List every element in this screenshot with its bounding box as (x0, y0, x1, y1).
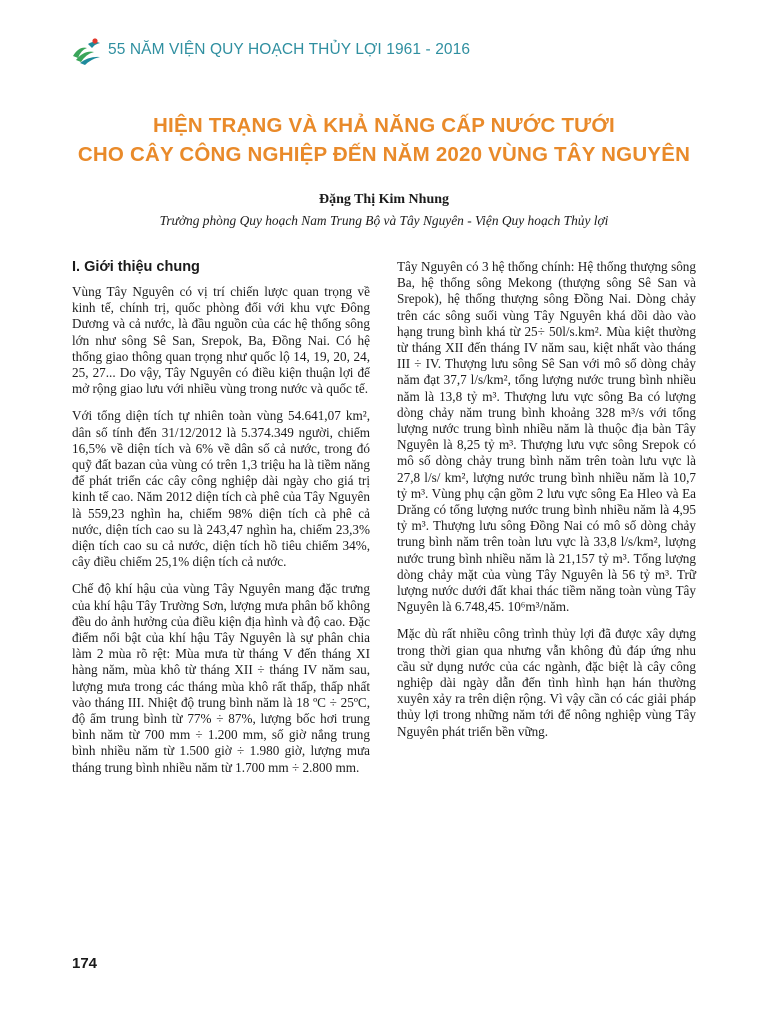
article-title-line-1: HIỆN TRẠNG VÀ KHẢ NĂNG CẤP NƯỚC TƯỚI (153, 114, 615, 137)
institute-logo-icon (70, 36, 104, 66)
right-column (397, 259, 696, 751)
body-paragraph: Với tổng diện tích tự nhiên toàn vùng 54.641,07 km², dân số tính đến 31/12/2012 là 5.374.349 người, chiếm 16,5% về diện tích và 6% về dân số cả nước, trong đó quỹ đất bazan của vùng có trên 1,3 triệu ha là tiềm năng để phát triển các cây công nghiệp dài ngày cho giá trị kinh tế cao. Năm 2012 diện tích cà phê của Tây Nguyên là 559,23 nghìn ha, chiếm 98% diện tích cà phê cả nước, diện tích cao su là 243,47 nghìn ha, chiếm 23,3% diện tích cao su cả nước, diện tích hồ tiêu chiếm 34%, cây điều chiếm 25,1% diện tích cả nước. (72, 408, 370, 570)
page-number: 174 (72, 955, 98, 972)
author-name: Đặng Thị Kim Nhung (318, 192, 450, 207)
header-text: 55 NĂM VIỆN QUY HOẠCH THỦY LỢI 1961 - 2016 (108, 41, 471, 58)
section-heading: I. Giới thiệu chung (72, 259, 200, 275)
body-paragraph: Chế độ khí hậu của vùng Tây Nguyên mang đặc trưng của khí hậu Tây Trường Sơn, lượng mưa phân bố không đều do ảnh hưởng của điều kiện địa hình và độ cao. Đặc điểm nổi bật của khí hậu Tây Nguyên là sự phân chia làm 2 mùa rõ rệt: Mùa mưa từ tháng V đến tháng XI hàng năm, mùa khô từ tháng XII ÷ tháng IV năm sau, lượng mưa trong các tháng mùa khô rất thấp, thấp nhất vào tháng III. Nhiệt độ trung bình năm là 18 ºC ÷ 25ºC, độ ẩm trung bình từ 77% ÷ 87%, lượng bốc hơi trung bình năm từ 700 mm ÷ 1.200 mm, số giờ nắng trung bình nhiều năm từ 1.500 giờ ÷ 1.980 giờ, lượng mưa tháng trung bình nhiều năm từ 1.700 mm ÷ 2.800 mm. (72, 581, 370, 775)
body-paragraph: Mặc dù rất nhiều công trình thủy lợi đã được xây dựng trong thời gian qua nhưng vẫn không đủ đáp ứng nhu cầu sử dụng nước của các ngành, đặc biệt là cây công nghiệp dài ngày dẫn đến tình hình hạn hán thường xuyên xảy ra trên diện rộng. Vì vậy cần có các giải pháp thủy lợi trong những năm tới để nông nghiệp vùng Tây Nguyên phát triển bền vững. (397, 626, 696, 739)
left-column (72, 259, 370, 787)
body-paragraph: Vùng Tây Nguyên có vị trí chiến lược quan trọng về kinh tế, chính trị, quốc phòng đối với khu vực Đông Dương và cả nước, là đầu nguồn của các hệ thống sông lớn như sông Sê San, Srepok, Ba, Đồng Nai. Có hệ thống giao thông quan trọng như quốc lộ 14, 19, 20, 24, 25, 27... Do vậy, Tây Nguyên có điều kiện thuận lợi để mở rộng giao lưu với nhiều vùng trong nước và quốc tế. (72, 284, 370, 397)
author-affiliation: Trưởng phòng Quy hoạch Nam Trung Bộ và Tây Nguyên - Viện Quy hoạch Thủy lợi (159, 213, 609, 228)
body-paragraph: Tây Nguyên có 3 hệ thống chính: Hệ thống thượng sông Ba, hệ thống sông Mekong (thượng sông Sê San và Srepok), hệ thống thượng sông Đồng Nai. Dòng chảy trên các sông suối vùng Tây Nguyên khá dồi dào vào hạng trung bình khá từ 25÷ 50l/s.km². Mùa kiệt thường từ tháng XII đến tháng IV năm sau, kiệt nhất vào tháng III ÷ IV. Thượng lưu sông Sê San với mô số dòng chảy năm đạt 37,7 l/s/km², tổng lượng nước trung bình nhiều năm là 13,8 tỷ m³. Thượng lưu vực sông Ba có lượng dòng chảy năm trung bình khoảng 328 m³/s với tổng lượng nước trung bình nhiều năm là thuộc địa bàn Tây Nguyên là 8,25 tỷ m³. Thượng lưu vực sông Srepok có mô số dòng chảy trung bình năm trên toàn lưu vực là 27,8 l/s/ km², lượng nước trung bình nhiều năm là 10,7 tỷ m³. Vùng phụ cận gồm 2 lưu vực sông Ea Hleo và Ea Drăng có tổng lượng nước trung bình nhiều năm là 4,95 tỷ m³. Thượng lưu sông Đồng Nai có mô số dòng chảy trung bình năm trên toàn lưu vực là 33,8 l/s/km², lượng nước trung bình nhiều năm là 21,157 tỷ m³. Tổng lượng dòng chảy mặt của vùng Tây Nguyên là 56 tỷ m³. Trữ lượng nước dưới đất khai thác tiềm năng toàn vùng Tây Nguyên là 6.748,45. 10⁶m³/năm. (397, 259, 696, 615)
article-title-line-2: CHO CÂY CÔNG NGHIỆP ĐẾN NĂM 2020 VÙNG TÂY NGUYÊN (77, 143, 691, 166)
